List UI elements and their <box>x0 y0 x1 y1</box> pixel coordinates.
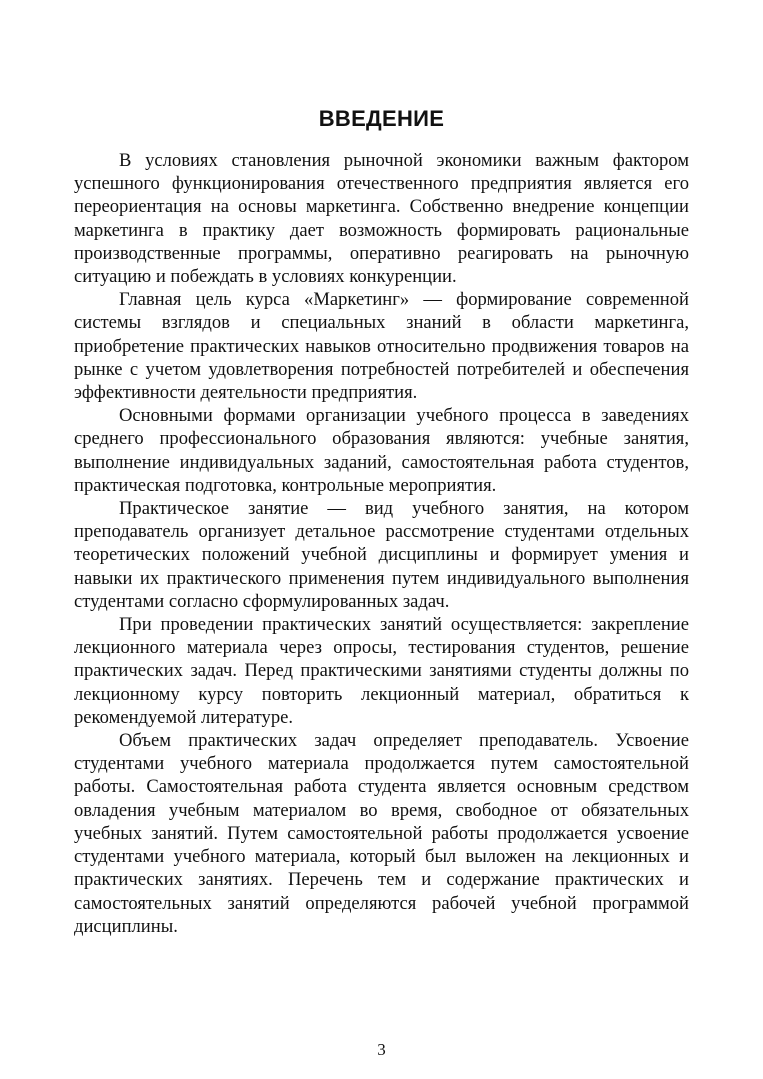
paragraph: Основными формами организации учебного процесса в заведениях среднего профессионального образования являются: учебные занятия, выполнение индивидуальных заданий, самостоятельная работа студентов, практическая подготовка, контрольные мероприятия. <box>74 405 689 496</box>
page-title: ВВЕДЕНИЕ <box>318 106 445 131</box>
paragraph: Главная цель курса «Маркетинг» — формирование современной системы взглядов и специальных знаний в области маркетинга, приобретение практических навыков относительно продвижения товаров на рынке с учетом удовлетворения потребностей потребителей и обеспечения эффективности деятельности предприятия. <box>74 289 689 404</box>
paragraph: Практическое занятие — вид учебного занятия, на котором преподаватель организует детальное рассмотрение студентами отдельных теоретических положений учебной дисциплины и формирует умения и навыки их практического применения путем индивидуального выполнения студентами согласно сформулированных задач. <box>74 498 689 612</box>
document-page <box>74 103 689 938</box>
body-text <box>74 149 689 938</box>
paragraph: Объем практических задач определяет преподаватель. Усвоение студентами учебного материала продолжается путем самостоятельной работы. Самостоятельная работа студента является основным средством овладения учебным материалом во время, свободное от обязательных учебных занятий. Путем самостоятельной работы продолжается усвоение студентами учебного материала, который был выложен на лекционных и практических занятиях. Перечень тем и содержание практических и самостоятельных занятий определяются рабочей учебной программой дисциплины. <box>74 730 689 937</box>
paragraph: В условиях становления рыночной экономики важным фактором успешного функционирования отечественного предприятия является его переориентация на основы маркетинга. Собственно внедрение концепции маркетинга в практику дает возможность формировать рациональные производственные программы, оперативно реагировать на рыночную ситуацию и побеждать в условиях конкуренции. <box>74 150 689 288</box>
paragraph: При проведении практических занятий осуществляется: закрепление лекционного материала через опросы, тестирования студентов, решение практических задач. Перед практическими занятиями студенты должны по лекционному курсу повторить лекционный материал, обратиться к рекомендуемой литературе. <box>74 614 689 728</box>
page-number: 3 <box>377 1040 386 1059</box>
